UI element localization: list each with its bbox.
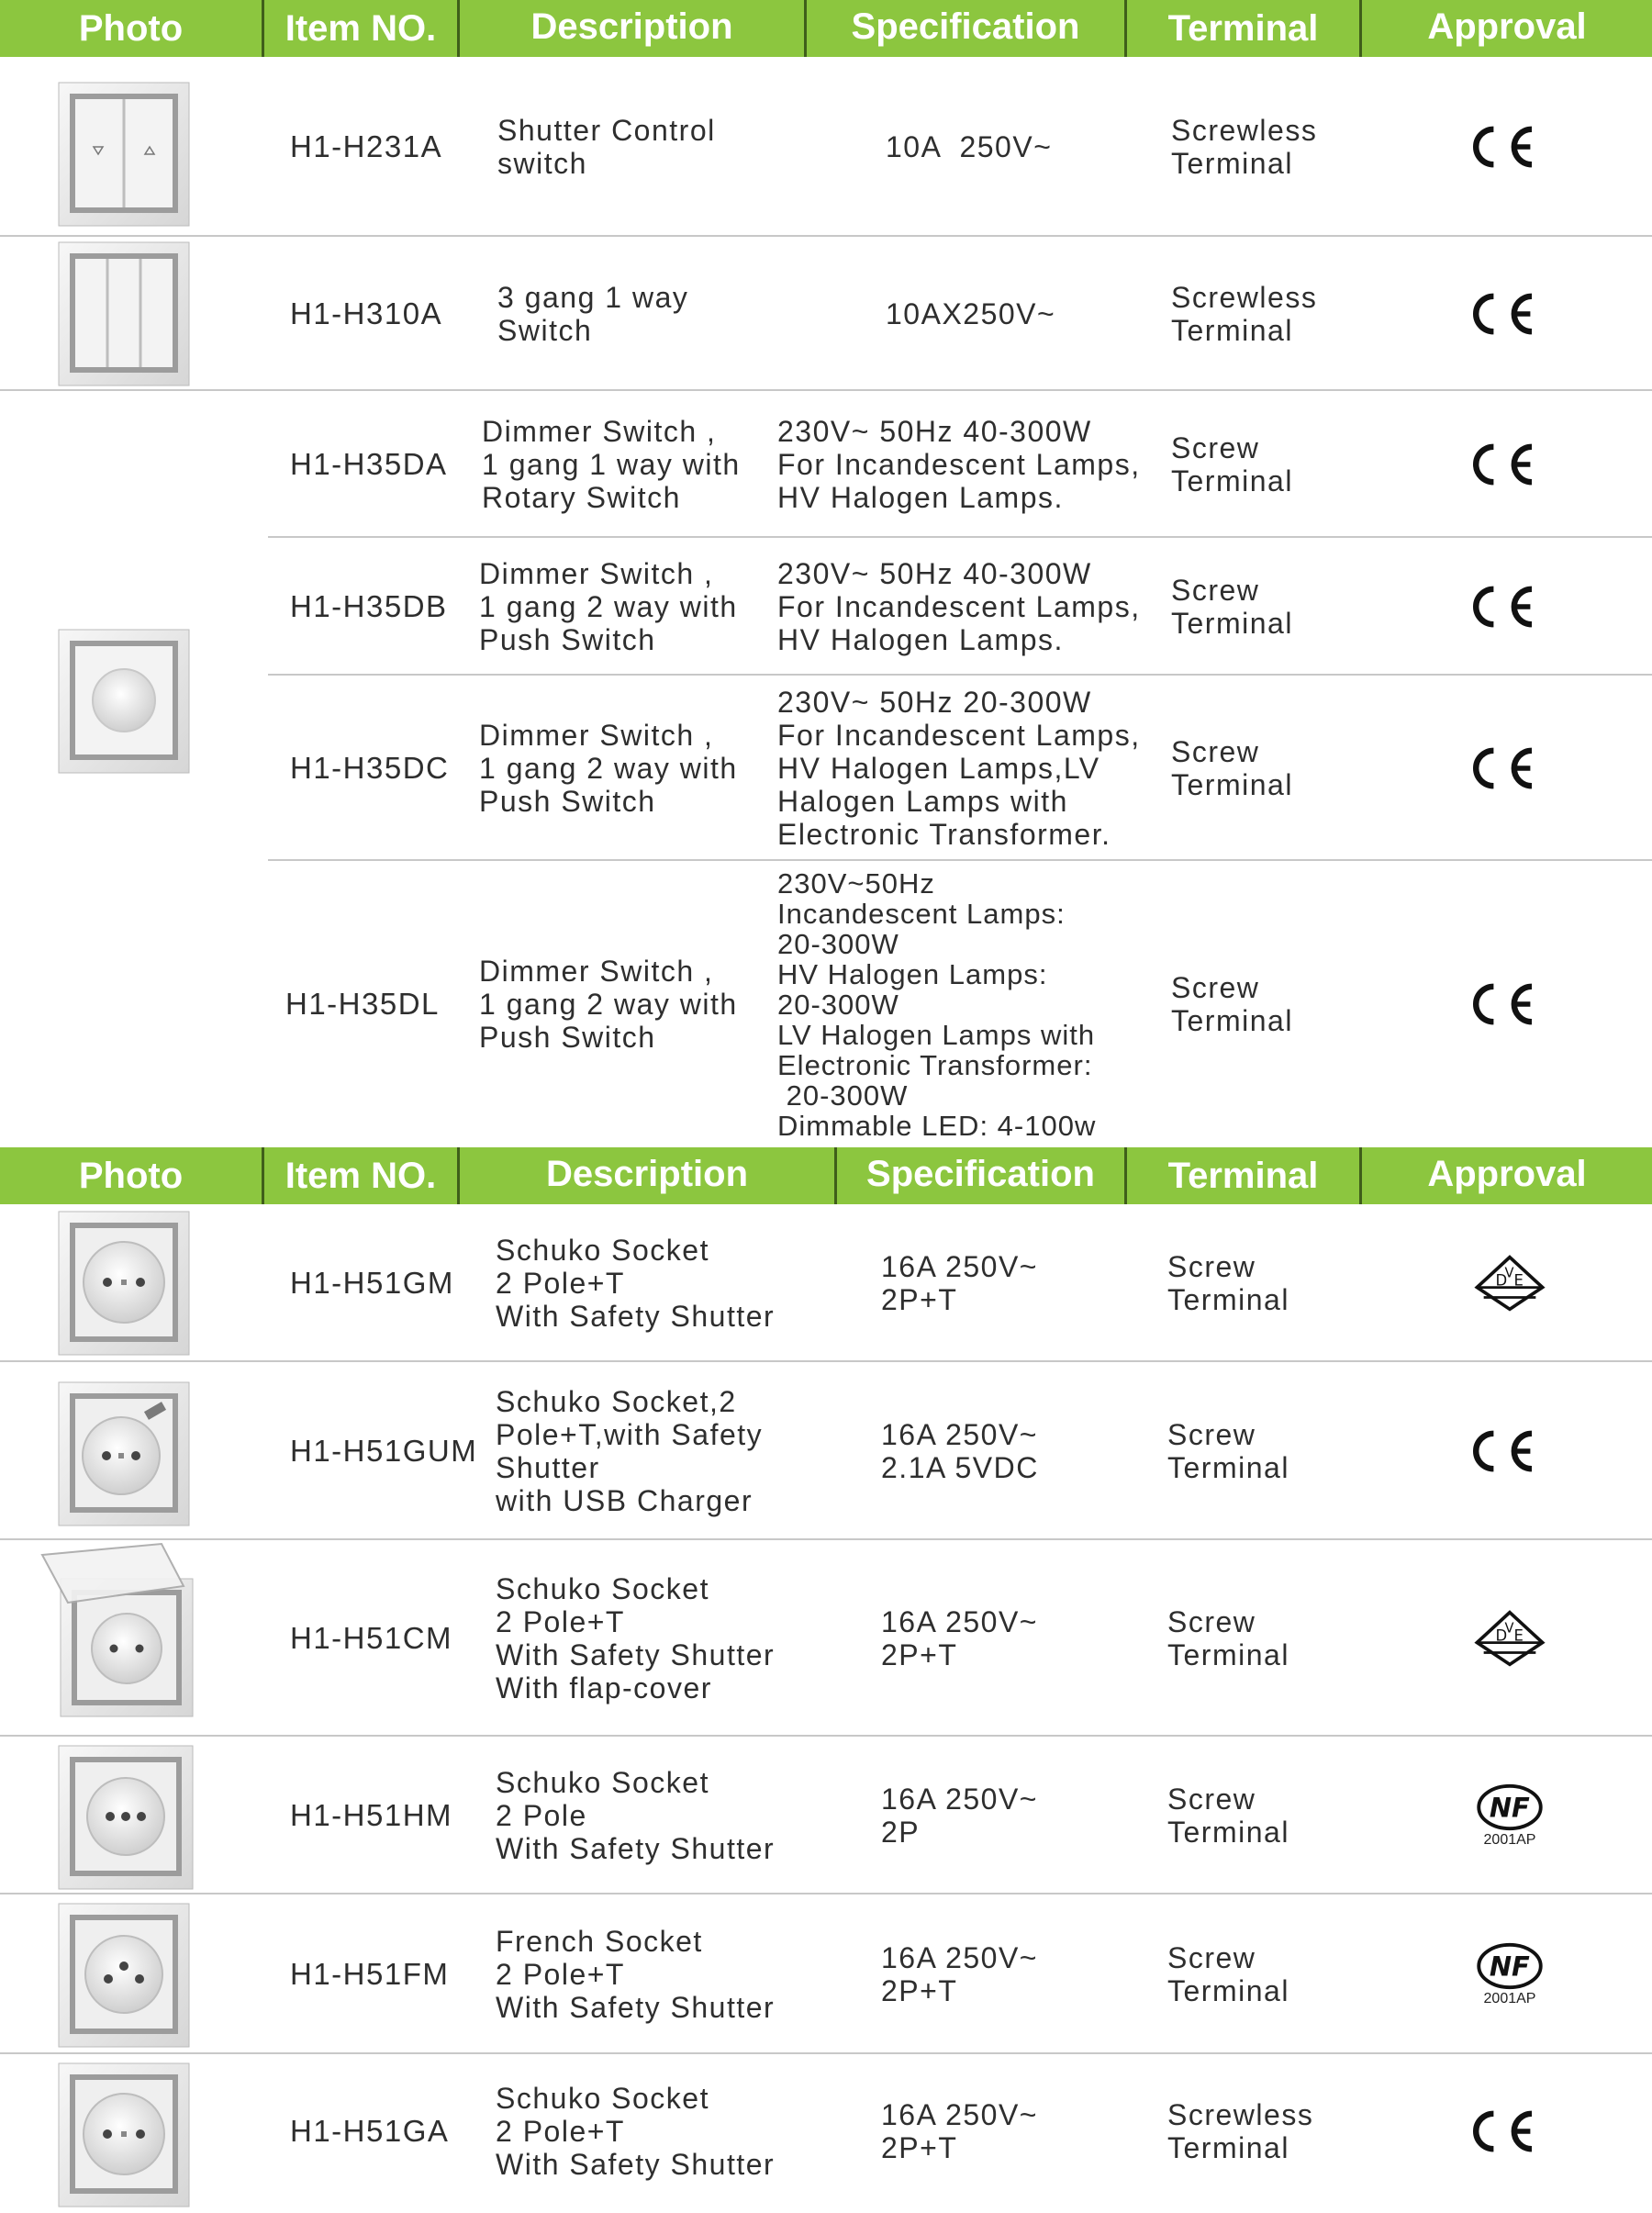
approval-mark [1432,676,1588,861]
specification-line: 16A 250V~ [881,1250,1038,1283]
specification-line: 20-300W [777,927,899,960]
terminal-line: Screwless [1171,281,1318,314]
item-number [290,57,492,237]
table-row [0,237,1652,391]
specification-line: Halogen Lamps with [777,785,1068,818]
nf-mark-icon [1474,1941,1546,1991]
description-line: switch [497,147,587,180]
item-number-line: H1-H231A [290,129,443,163]
item-number [290,1540,492,1737]
description-line: Schuko Socket [496,1234,709,1267]
description [496,1737,798,1894]
description-line: With flap-cover [496,1671,712,1704]
header-item-no: Item NO. [285,8,437,49]
specification [886,237,1216,391]
description-line: 1 gang 2 way with [479,752,738,785]
description [482,391,785,538]
approval-mark [1432,57,1588,237]
specification-line: 10AX250V~ [886,297,1056,330]
description [496,2054,798,2208]
description [496,1204,798,1362]
terminal-line: Screw [1167,1783,1256,1816]
specification-line: LV Halogen Lamps with [777,1018,1096,1051]
terminal-line: Screw [1167,1418,1256,1451]
description-line: With Safety Shutter [496,2148,776,2181]
approval-mark [1432,237,1588,391]
terminal [1167,1894,1351,2054]
terminal-line: Screw [1171,971,1260,1004]
specification-line: 230V~ 50Hz 40-300W [777,415,1092,448]
header-specification: Specification [866,1154,1095,1194]
terminal-line: Terminal [1167,1638,1289,1671]
description-line: Shutter Control [497,114,716,147]
approval-mark [1432,1737,1588,1894]
description-line: Rotary Switch [482,481,681,514]
table-row [0,1737,1652,1894]
specification-line: 16A 250V~ [881,2098,1038,2131]
table-row [0,1362,1652,1540]
specification-line: 2P [881,1816,921,1849]
item-number [290,1362,492,1540]
specification-line: 2P+T [881,1283,958,1316]
item-number [290,676,492,861]
description [496,1362,798,1540]
header-approval: Approval [1427,6,1587,47]
table-header-2 [0,1147,1652,1204]
terminal-line: Screw [1171,574,1260,607]
item-number [290,1894,492,2054]
approval-code: 2001AP [1483,1832,1536,1848]
item-number-line: H1-H51CM [290,1621,453,1655]
item-number-line: H1-H51FM [290,1957,450,1991]
item-number-line: H1-H51GUM [290,1434,478,1468]
terminal-line: Terminal [1167,1283,1289,1316]
terminal-line: Screw [1167,1250,1256,1283]
specification-line: For Incandescent Lamps, [777,590,1141,623]
description-line: 2 Pole+T [496,1267,625,1300]
description-line: Schuko Socket [496,1572,709,1605]
terminal [1171,538,1355,676]
terminal [1167,1737,1351,1894]
specification-line: HV Halogen Lamps,LV [777,752,1100,785]
approval-mark [1432,1894,1588,2054]
item-number-line: H1-H51GM [290,1266,454,1300]
item-number [290,391,492,538]
specification-line: HV Halogen Lamps. [777,623,1064,656]
specification-line: HV Halogen Lamps. [777,481,1064,514]
header-approval: Approval [1427,1154,1587,1194]
terminal-line: Terminal [1171,464,1293,497]
item-number-line: H1-H35DB [290,589,448,623]
header-terminal: Terminal [1167,8,1319,49]
specification-line: 230V~ 50Hz 20-300W [777,686,1092,719]
nf-mark-icon [1474,1783,1546,1832]
approval-mark [1432,538,1588,676]
specification-line: Dimmable LED: 4-100w [777,1109,1097,1142]
item-number [285,861,487,1147]
description-line: 1 gang 2 way with [479,590,738,623]
terminal [1171,237,1355,391]
description-line: 3 gang 1 way [497,281,689,314]
specification [886,57,1216,237]
specification-line: 16A 250V~ [881,1783,1038,1816]
description-line: Switch [497,314,593,347]
table-header-1 [0,0,1652,57]
terminal-line: Screw [1167,1605,1256,1638]
specification-line: 20-300W [777,1079,909,1112]
table-row [0,676,1652,861]
table-row [0,1540,1652,1737]
description [479,676,782,861]
description [479,861,782,1147]
description-line: With Safety Shutter [496,1638,776,1671]
specification-line: 230V~ 50Hz 40-300W [777,557,1092,590]
description-line: 2 Pole+T [496,1958,625,1991]
header-description: Description [545,1154,749,1194]
description [496,1894,798,2054]
header-terminal: Terminal [1167,1156,1319,1196]
ce-mark-icon [1473,2108,1546,2154]
description-line: Shutter [496,1451,600,1484]
approval-mark [1432,861,1588,1147]
specification-line: HV Halogen Lamps: [777,957,1048,990]
description-line: Push Switch [479,623,656,656]
specification-line: 230V~50Hz [777,866,935,900]
description-line: With Safety Shutter [496,1832,776,1865]
table-row [0,2054,1652,2208]
specification-line: 2.1A 5VDC [881,1451,1039,1484]
approval-mark [1432,391,1588,538]
description-line: 1 gang 1 way with [482,448,741,481]
description-line: French Socket [496,1925,703,1958]
description-line: With Safety Shutter [496,1300,776,1333]
header-specification: Specification [851,6,1080,47]
specification-line: 20-300W [777,988,899,1021]
description-line: 2 Pole+T [496,1605,625,1638]
specification-line: 16A 250V~ [881,1605,1038,1638]
approval-mark [1432,1204,1588,1362]
description-line: 2 Pole [496,1799,587,1832]
approval-mark [1432,2054,1588,2208]
description-line: Schuko Socket [496,2082,709,2115]
header-photo: Photo [78,1156,184,1196]
ce-mark-icon [1473,745,1546,791]
approval-code: 2001AP [1483,1991,1536,2006]
specification-line: 16A 250V~ [881,1418,1038,1451]
description-line: 2 Pole+T [496,2115,625,2148]
item-number-line: H1-H35DL [285,987,440,1021]
approval-mark [1432,1362,1588,1540]
terminal [1167,1540,1351,1737]
terminal-line: Screw [1171,735,1260,768]
ce-mark-icon [1473,124,1546,170]
item-number [290,2054,492,2208]
terminal-line: Screwless [1167,2098,1314,2131]
specification-line: 2P+T [881,1974,958,2007]
ce-mark-icon [1473,441,1546,487]
terminal-line: Terminal [1171,147,1293,180]
description [497,237,800,391]
item-number [290,237,492,391]
terminal-line: Terminal [1167,1974,1289,2007]
terminal-line: Terminal [1171,1004,1293,1037]
item-number-line: H1-H35DA [290,447,448,481]
description [479,538,782,676]
table-row [0,861,1652,1147]
item-number [290,538,492,676]
terminal-line: Terminal [1171,607,1293,640]
description-line: with USB Charger [496,1484,753,1517]
description-line: Dimmer Switch , [482,415,717,448]
terminal-line: Terminal [1167,1451,1289,1484]
ce-mark-icon [1473,1428,1546,1474]
description [496,1540,798,1737]
terminal [1171,861,1355,1147]
description-line: Dimmer Switch , [479,557,714,590]
item-number-line: H1-H51GA [290,2114,450,2148]
ce-mark-icon [1473,584,1546,630]
terminal [1171,676,1355,861]
item-number-line: H1-H51HM [290,1798,453,1832]
table-row [0,57,1652,237]
specification-line: Electronic Transformer. [777,818,1111,851]
description-line: 1 gang 2 way with [479,988,738,1021]
specification-line: 2P+T [881,1638,958,1671]
item-number-line: H1-H310A [290,296,443,330]
description-line: Schuko Socket,2 [496,1385,737,1418]
vde-mark-icon [1471,1609,1548,1668]
terminal [1171,391,1355,538]
table-row [0,391,1652,538]
ce-mark-icon [1473,291,1546,337]
terminal [1167,2054,1351,2208]
vde-mark-icon [1471,1254,1548,1313]
terminal-line: Terminal [1171,768,1293,801]
terminal [1167,1204,1351,1362]
specification-line: Electronic Transformer: [777,1048,1093,1081]
item-number-line: H1-H35DC [290,751,450,785]
ce-mark-icon [1473,981,1546,1027]
approval-mark [1432,1540,1588,1737]
header-item-no: Item NO. [285,1156,437,1196]
specification-line: For Incandescent Lamps, [777,448,1141,481]
description-line: Schuko Socket [496,1766,709,1799]
terminal-line: Terminal [1171,314,1293,347]
terminal-line: Screw [1171,431,1260,464]
description-line: With Safety Shutter [496,1991,776,2024]
specification-line: 2P+T [881,2131,958,2164]
description-line: Push Switch [479,785,656,818]
specification-line: 16A 250V~ [881,1941,1038,1974]
item-number [290,1737,492,1894]
terminal-line: Screwless [1171,114,1318,147]
table-row [0,1204,1652,1362]
specification-line: Incandescent Lamps: [777,897,1066,930]
header-photo: Photo [78,8,184,49]
header-description: Description [530,6,733,47]
description-line: Dimmer Switch , [479,719,714,752]
terminal-line: Terminal [1167,2131,1289,2164]
description-line: Pole+T,with Safety [496,1418,764,1451]
table-row [0,538,1652,676]
specification-line: For Incandescent Lamps, [777,719,1141,752]
table-row [0,1894,1652,2054]
terminal-line: Screw [1167,1941,1256,1974]
terminal [1171,57,1355,237]
description [497,57,800,237]
terminal-line: Terminal [1167,1816,1289,1849]
item-number [290,1204,492,1362]
terminal [1167,1362,1351,1540]
specification-line: 10A 250V~ [886,130,1053,163]
description-line: Dimmer Switch , [479,955,714,988]
description-line: Push Switch [479,1021,656,1054]
